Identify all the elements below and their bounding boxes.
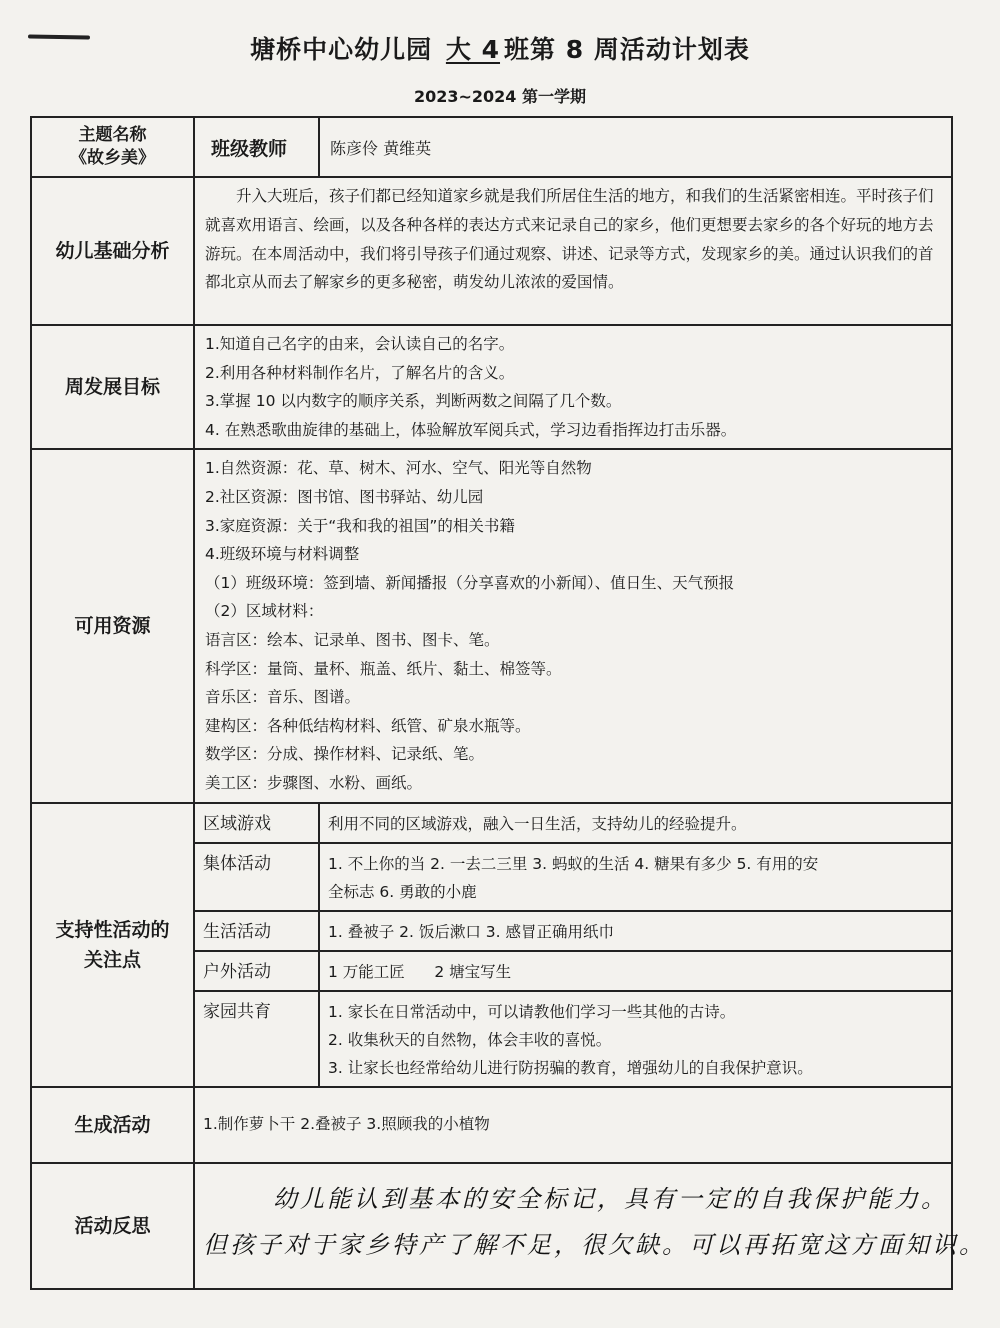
support-row-content [319,843,952,911]
generated-text: 1.制作萝卜干 2.叠被子 3.照顾我的小植物 [194,1087,952,1163]
goal-item: 1.知道自己名字的由来，会认读自己的名字。 [205,335,515,353]
support-label [31,803,194,1087]
title-part2: 班第 8 周活动计划表 [504,35,750,64]
support-row-content [319,991,952,1087]
resource-item: 音乐区：音乐、图谱。 [205,688,361,707]
resource-item: 美工区：步骤图、水粉、画纸。 [205,773,423,792]
support-row-content [319,803,952,843]
support-line: 3. 让家长也经常给幼儿进行防拐骗的教育，增强幼儿的自我保护意识。 [328,1058,813,1077]
support-line: 利用不同的区域游戏，融入一日生活，支持幼儿的经验提升。 [328,814,747,833]
reflection-label: 活动反思 [31,1163,194,1289]
support-label-line: 关注点 [83,948,141,971]
support-line: 2. 收集秋天的自然物，体会丰收的喜悦。 [328,1030,612,1049]
title-class-number: 大 4 [445,35,501,64]
support-row-label: 生活活动 [194,911,319,951]
support-row-label: 户外活动 [194,951,319,991]
reflection-handwriting [194,1163,986,1289]
theme-name: 《故乡美》 [70,148,155,168]
resource-item: 建构区：各种低结构材料、纸管、矿泉水瓶等。 [205,716,531,735]
resources-label: 可用资源 [31,449,194,802]
support-row-label: 区域游戏 [194,803,319,843]
support-line: 全标志 6. 勇敢的小鹿 [328,882,477,901]
goals-row [31,325,952,449]
theme-label: 主题名称 [78,125,147,145]
activity-plan-table [30,116,986,1290]
resource-item: 2.社区资源：图书馆、图书驿站、幼儿园 [205,487,484,506]
goal-item: 2.利用各种材料制作名片，了解名片的含义。 [205,363,515,382]
resource-item: 科学区：量筒、量杯、瓶盖、纸片、黏土、棉签等。 [205,659,562,678]
analysis-label: 幼儿基础分析 [31,177,194,325]
resource-item: 4.班级环境与材料调整 [205,545,360,564]
title-part1: 塘桥中心幼儿园 [250,35,433,64]
goal-item: 3.掌握 10 以内数字的顺序关系，判断两数之间隔了几个数。 [205,392,622,411]
analysis-row [31,177,952,325]
goal-item: 4. 在熟悉歌曲旋律的基础上，体验解放军阅兵式，学习边看指挥边打击乐器。 [205,420,737,439]
teacher-label: 班级教师 [194,117,319,177]
handwriting-line: 但孩子对于家乡特产了解不足，很欠缺。可以再拓宽这方面知识。 [203,1230,986,1259]
resource-item: （1）班级环境：签到墙、新闻播报（分享喜欢的小新闻）、值日生、天气预报 [205,573,735,592]
resources-list [194,449,952,802]
support-line: 1 万能工匠 2 塘宝写生 [328,962,512,981]
generated-row [31,1087,952,1163]
resource-item: 语言区：绘本、记录单、图书、图卡、笔。 [205,630,500,649]
support-row-label: 集体活动 [194,843,319,911]
goals-label: 周发展目标 [31,325,194,449]
support-line: 1. 叠被子 2. 饭后漱口 3. 感冒正确用纸巾 [328,922,615,941]
support-row [31,803,952,843]
teacher-names: 陈彦伶 黄维英 [319,117,952,177]
support-row-label: 家园共育 [194,991,319,1087]
theme-name-cell [31,117,194,177]
support-row-content [319,951,952,991]
handwriting-line: 幼儿能认到基本的安全标记，具有一定的自我保护能力。 [273,1184,948,1213]
analysis-text: 升入大班后，孩子们都已经知道家乡就是我们所居住生活的地方，和我们的生活紧密相连。平时孩子们就喜欢用语言、绘画，以及各种各样的表达方式来记录自己的家乡，他们更想要去家乡的各个好玩的地方去游玩。在本周活动中，我们将引导孩子们通过观察、讲述、记录等方式，发现家乡的美。通过认识我们的首都北京从而去了解家乡的更多秘密，萌发幼儿浓浓的爱国情。 [194,177,952,325]
resource-item: 1.自然资源：花、草、树木、河水、空气、阳光等自然物 [205,459,592,478]
support-line: 1. 不上你的当 2. 一去二三里 3. 蚂蚁的生活 4. 糖果有多少 5. 有用的安 [328,854,819,873]
document-title [0,30,1000,66]
resource-item: （2）区域材料： [205,602,324,621]
support-line: 1. 家长在日常活动中，可以请教他们学习一些其他的古诗。 [328,1002,736,1021]
resources-row [31,449,952,802]
resource-item: 3.家庭资源：关于“我和我的祖国”的相关书籍 [205,516,515,535]
support-row-content [319,911,952,951]
support-label-line: 支持性活动的 [55,918,170,941]
resource-item: 数学区：分成、操作材料、记录纸、笔。 [205,745,485,764]
generated-label: 生成活动 [31,1087,194,1163]
document-subtitle: 2023~2024 第一学期 [413,87,587,106]
reflection-row [31,1163,952,1289]
goals-list [194,325,952,449]
header-row [31,117,952,177]
